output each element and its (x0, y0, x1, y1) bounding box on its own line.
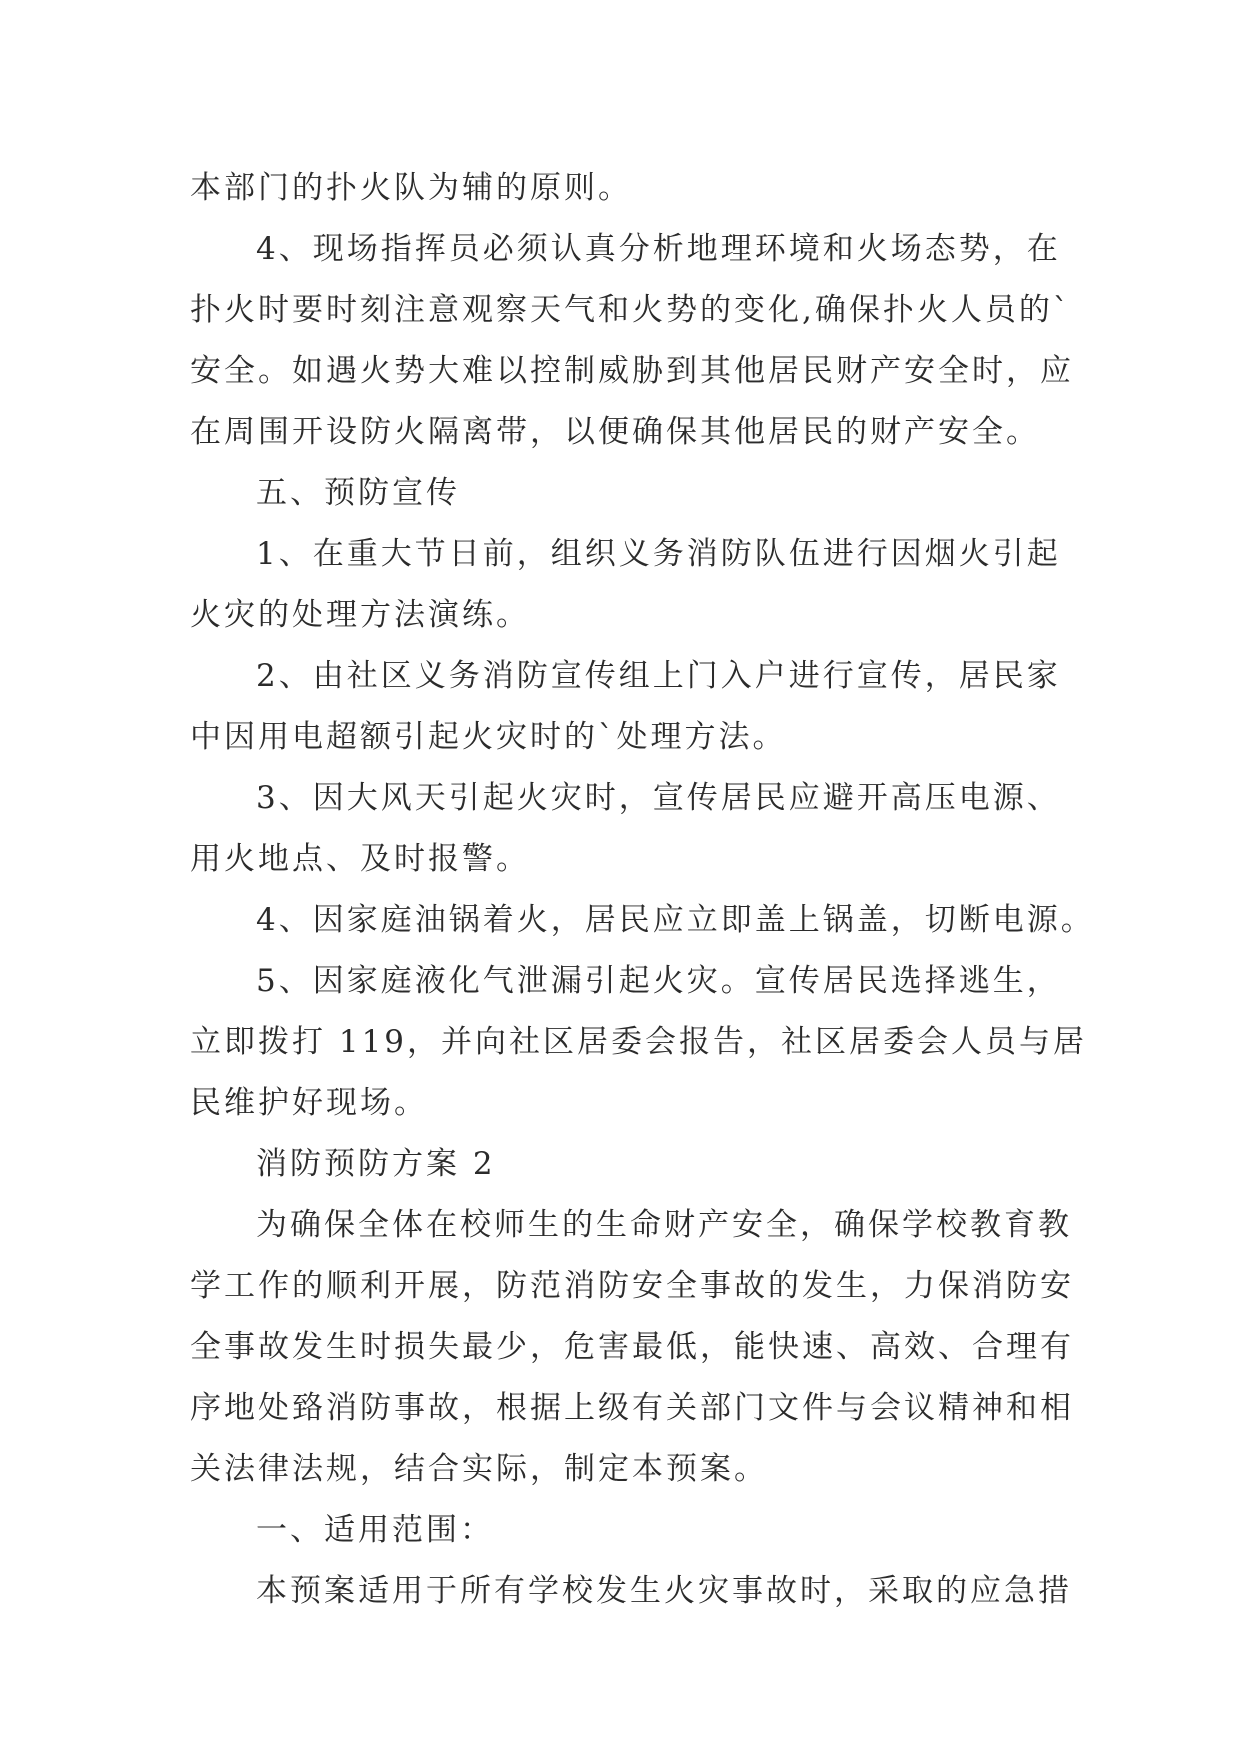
text-line: 火灾的处理方法演练。 (190, 597, 530, 633)
text-line: 本部门的扑火队为辅的原则。 (190, 170, 632, 206)
section-heading: 五、预防宣传 (256, 475, 460, 511)
text-line: 安全。如遇火势大难以控制威胁到其他居民财产安全时，应 (190, 353, 1074, 389)
text-line: 学工作的顺利开展，防范消防安全事故的发生，力保消防安 (190, 1268, 1074, 1304)
text-line: 4、因家庭油锅着火，居民应立即盖上锅盖，切断电源。 (256, 902, 1095, 938)
text-line: 全事故发生时损失最少，危害最低，能快速、高效、合理有 (190, 1329, 1074, 1365)
section-heading: 一、适用范围： (256, 1512, 494, 1548)
text-line: 4、现场指挥员必须认真分析地理环境和火场态势，在 (256, 231, 1061, 267)
text-line: 3、因大风天引起火灾时，宣传居民应避开高压电源、 (256, 780, 1061, 816)
text-line: 5、因家庭液化气泄漏引起火灾。宣传居民选择逃生， (256, 963, 1061, 999)
document-title: 消防预防方案 2 (256, 1146, 496, 1182)
text-line: 在周围开设防火隔离带，以便确保其他居民的财产安全。 (190, 414, 1040, 450)
text-line: 为确保全体在校师生的生命财产安全，确保学校教育教 (256, 1207, 1072, 1243)
text-line: 用火地点、及时报警。 (190, 841, 530, 877)
text-line: 立即拨打 119，并向社区居委会报告，社区居委会人员与居 (190, 1024, 1088, 1060)
text-line: 扑火时要时刻注意观察天气和火势的变化,确保扑火人员的` (190, 292, 1072, 328)
text-line: 中因用电超额引起火灾时的`处理方法。 (190, 719, 787, 755)
text-line: 民维护好现场。 (190, 1085, 428, 1121)
text-line: 序地处臵消防事故，根据上级有关部门文件与会议精神和相 (190, 1390, 1074, 1426)
document-body (190, 158, 1095, 1622)
text-line: 1、在重大节日前，组织义务消防队伍进行因烟火引起 (256, 536, 1061, 572)
text-line: 本预案适用于所有学校发生火灾事故时，采取的应急措 (256, 1573, 1072, 1609)
text-line: 关法律法规，结合实际，制定本预案。 (190, 1451, 768, 1487)
text-line: 2、由社区义务消防宣传组上门入户进行宣传，居民家 (256, 658, 1061, 694)
